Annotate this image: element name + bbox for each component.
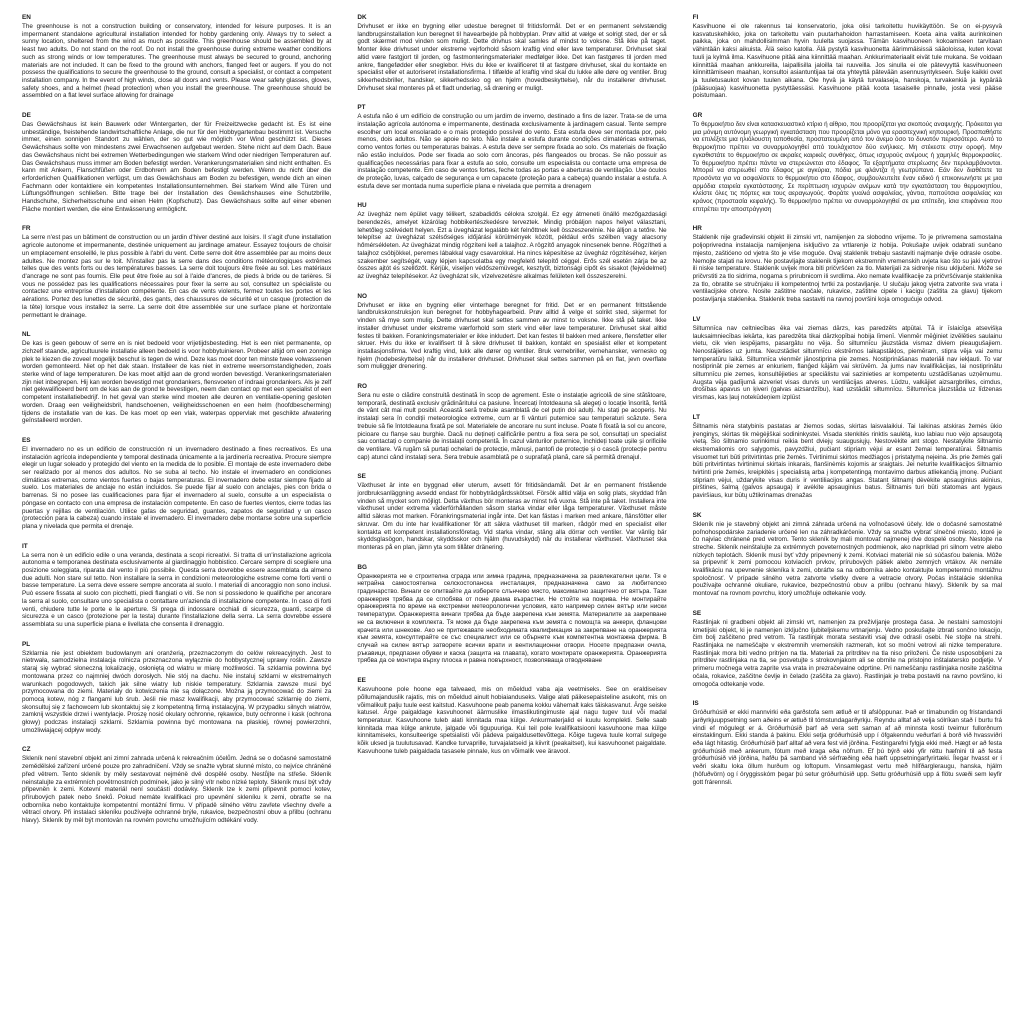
language-section	[22, 746, 331, 824]
safety-paragraph: Skleník nie je stavebný objekt ani zimná záhrada určená na voľnočasové účely. Ide o dočasné samostatné poľnohospodárske zariadenie určené len na záhradkárčenie. Vždy sa snažte vybrať slnečné miesto, ktoré je čo najviac chránené pred vetrom. Tento skleník by mali montovať najmenej dve dospelé osoby. Nestojte na streche. Skleník neinštalujte za extrémnych poveternostných podmienok, ako napríklad pri silnom vetre alebo nízkych teplotách. Skleník musí byť vždy pripevnený k zemi. Kotviaci materiál nie sú súčasťou balenia. Môže sa pripevniť k zemi pomocou kotviacich prvkov, prírubových pätiek alebo zemných vrtákov. Ak nemáte kvalifikáciu na upevnenie skleníka k zemi, obráťte sa na odborníka alebo kontaktujte kompetentnú montážnu spoločnosť. V prípade silného vetra zatvorte všetky dvere a vetracie otvory. Počas inštalácie skleníka používajte ochranné okuliare, rukavice, bezpečnostnú obuv a prilbu (ochranu hlavy). Skleník by sa mal montovať na rovnom povrchu, ktorý umožňuje odtekanie vody.	[692, 520, 1002, 598]
language-section	[357, 104, 666, 190]
column-middle	[357, 14, 666, 1014]
language-section	[22, 641, 331, 735]
language-code: NL	[22, 331, 31, 339]
language-code: SE	[357, 473, 366, 481]
safety-paragraph: Drivhuset er ikke en bygning eller vinterhage beregnet for fritid. Det er en permanent frittstående landbrukskonstruksjon kun beregnet for hobbyhagearbeid. Prøv alltid å velge et solrikt sted, skjermet for vinden så mye som mulig. Dette drivhuset skal settes sammen av minst to voksne. Ikke stå på taket. Ikke installer drivhuset under ekstreme værforhold som sterk vind eller lave temperaturer. Drivhuset skal alltid festes til bakken. Forankringsmaterialer er ikke inkludert. Det kan festes til bakken med ankere, flensføtter eller skruer. Hvis du ikke er kvalifisert til å sikre drivhuset til bakken, kontakt en spesialist eller et kompetent installasjonsfirma. Ved kraftig vind, lukk alle dører og ventiler. Bruk vernebriller, vernehansker, vernesko og hjelm (hodebeskyttelse) når du installerer drivhuset. Drivhuset skal settes sammen på en flat, jevn overflate som muliggjør drenering.	[357, 301, 667, 371]
safety-paragraph: Kasvihuone ei ole rakennus tai konservatorio, joka olisi tarkoitettu huvikäyttöön. Se on ei-pysyvä kasvatuskehikko, joka on tarkoitettu vain puutarhahoidon harrastamiseen. Koeta aina valita aurinkoinen paikka, joka on mahdollisimman hyvin tuulelta suojassa. Tämän kasvihuoneen kokoamiseen tarvitaan vähintään kaksi aikuista. Älä seiso katolla. Älä pystytä kasvihuonetta äärimmäisissä sääoloissa, kuten kovat tuuli ja kylmä ilma. Kasvihuone pitää aina kiinnittää maahan. Ankkurimateriaalit eivät tule mukana. Se voidaan kiinnittää maahan ankkureilla, laipallisilla jaloilla tai ruuveilla. Jos sinulla ei ole pätevyyttä kasvihuoneen kiinnittämiseen maahan, konsultoi asiantuntijaa tai ota yhteyttä pätevään asennusyritykseen. Sulje kaikki ovet ja tuuletusaukot kovan tuulen aikana. Ole hyvä ja käytä turvalaseja, hanskoja, turvakenkiä ja kypärää (pääsuojaa) kasvihuonetta pystyttäessäsi. Kasvihuone pitää koota tasaiselle pinnalle, josta vesi pääse poistumaan.	[692, 23, 1002, 100]
column-left	[22, 14, 331, 1014]
language-section	[22, 14, 331, 100]
safety-paragraph: Šiltnamis nėra statybinis pastatas ar žiemos sodas, skirtas laisvalaikiui. Tai laikinas atskiras žemės ūkio įrenginys, skirtas tik mėgėjiškai sodininkystei. Visada stenkitės rinktis saulėtą, kuo labiau nuo vėjo apsaugotą vietą. Šio šiltnamio surinkimui reikia bent dviejų suaugusiųjų. Nestovėkite ant stogo. Nestatykite šiltnamio ekstremaliomis oro sąlygomis, pavyzdžiui, pučiant stipriam vėjui ar esant žemai temperatūrai. Šiltnamis visuomet turi būti pritvirtintas prie žemės. Tvirtinimui skirtos medžiagos į pristatymą neįeina. Jis prie žemės gali būti pritvirtintas tvirtinimui skirtais inkarais, flanšinėmis kojomis ar sraigtais. Jei neturite kvalifikacijos šiltnamio tvirtinti prie žemės, kreipkitės į specialistą arba į kompetentingą montavimo darbus atliekančią įmonę. Pučiant stipriam vėjui, uždarykite visas duris ir ventiliacijos angas. Statant šiltnamį dėvėkite apsauginius akinius, pirštines, šalmą (galvos apsauga) ir avėkite apsauginius batus. Šiltnamis turi būti statomas ant lygaus paviršiaus, kur būtų užtikrinamas drenažas	[692, 422, 1002, 500]
safety-paragraph: Szklarnia nie jest obiektem budowlanym ani oranżerią, przeznaczonym do celów rekreacyjnych. Jest to nietrwała, samodzielna instalacja rolnicza przeznaczona wyłącznie do hobbystycznej uprawy roślin. Zawsze staraj się wybrać słoneczną lokalizację, osłoniętą od wiatru w miarę możliwości. Ta szklarnia powinna być montowana przez co najmniej dwóch dorosłych. Nie stój na dachu. Nie instaluj szklarni w ekstremalnych warunkach pogodowych, takich jak silne wiatry lub niskie temperatury. Szklarnia zawsze musi być przymocowana do ziemi. Materiały do kotwiczenia nie są dołączone. Można ją przymocować do ziemi za pomocą kotew, nóg z flangami lub śrub. Jeśli nie masz kwalifikacji, aby przymocować szklarnię do ziemi, skonsultuj się z fachowcem lub skontaktuj się z kompetentną firmą instalacyjną. W przypadku silnych wiatrów, zamknij wszystkie drzwi i wentylacje. Proszę nosić okulary ochronne, rękawice, buty ochronne i kask (ochrona głowy) podczas instalacji szklarni. Szklarnia powinna być montowana na płaskiej, równej powierzchni, umożliwiającej odpływ wody.	[22, 649, 332, 734]
language-code: IT	[22, 542, 28, 550]
safety-paragraph: Оранжерията не е строителна сграда или зимна градина, предназначена за развлекателни цели. Тя е нетрайна самостоятелна селскостопанска инсталация, предназначена само за любителско градинарство. Винаги се опитвайте да изберете слънчево място, максимално защитено от вятъра. Тази оранжерия трябва да се сглобява от поне двама възрастни. Не стойте на покрива. Не монтирайте оранжерията по време на екстремни метеорологични условия, като например силен вятър или ниски температури. Оранжерията винаги трябва да бъде закрепена към земята. Материалите за закрепване не са включени в комплекта. Тя може да бъде закрепена към земята с помощта на анкери, фланцови крачета или шнекове. Ако не притежавате необходимата квалификация за закрепване на оранжерията към земята, консултирайте се със специалист или се обърнете към компетентна монтажна фирма. В случай на силен вятър затворете всички врати и вентилационни отвори. Носете предпазни очила, ръкавици, предпазни обувки и каска (защита на главата), когато монтирате оранжерията. Оранжерията трябва да се монтира върху плоска и равна повърхност, позволяваща отводняване	[357, 572, 667, 665]
language-code: NO	[357, 292, 367, 300]
safety-paragraph: Gróðurhúsið er ekki mannvirki eða garðstofa sem ætluð er til afslöppunar. Það er tímabundin og fristandandi jarðyrkjuuppsetning sem aðeins er ætluð til tómstundagarðyrkju. Reyndu alltaf að velja sólríkan stað í burtu frá vindi ef mögulegt er á. Gróðurhúsið þarf að vera sett saman af að minnsta kosti tveimur fullorðnum einstaklingum. Ekki standa á þakinu. Ekki setja gróðurhúsið upp í öfgakenndu veðurfari á borð við hvassviðri eða lágt hitastig. Gróðurhúsið þarf alltaf að vera fest við jörðina. Festingarefni fylgja ekki með. Hægt er að festa gróðurhúsið með ankerum, fótum með kraga eða nöfrum. Ef þú býrð ekki yfir réttu hæfnini til að festa gróðurhúsið við jörðina, hafðu þá samband við sérfræðing eða hæft uppsetningarfyrirtæki. Ílegar hvasst er í veðri skaltu loka öllum hurðum og loftopum. Vinsamlegast vertu með hlífðargleraugu, hanska, hjálm (höfuðvörn) og í öryggisskóm þegar þú setur gróðurhúsið upp. Settu gróðurhúsið upp á flötu svæði sem leyfir gott frárennsli.	[692, 709, 1002, 786]
language-code: BG	[357, 563, 367, 571]
safety-paragraph: Staklenik nije građevinski objekt ili zimski vrt, namijenjen za slobodno vrijeme. To je privremena samostalna poljoprivredna instalacija namijenjena isključivo za vrtlarenje iz hobija. Pokušajte uvijek odabrati sunčano mjesto, zaštićeno od vjetra što je više moguće. Ovaj staklenik trebaju sastaviti najmanje dvije odrasle osobe. Nemojte stajati na krovu. Ne postavljajte staklenik tijekom ekstremnih vremenskih uvjeta kao što su jaki vjetrovi ili niske temperature. Staklenik uvijek mora biti pričvršćen za tlo. Materijali za sidrenje nisu uključeni. Može se pričvrstiti za tlo sidrima, nogama s prirubnicom ili svrdlima. Ako nemate kvalifikacije za pričvršćivanje staklenika za tlo, obratite se stručnjaku ili kompetentnoj tvrtki za postavljanje. U slučaju jakog vjetra zatvorite sva vrata i ventilacijske otvore. Nosite zaštitne naočale, rukavice, zaštitne cipele i kacigu (zaštita za glavu) tijekom postavljanja staklenika. Staklenik treba sastaviti na ravnoj površini koja omogućuje odvod.	[692, 234, 1002, 304]
language-section	[22, 437, 331, 531]
language-code: IS	[692, 700, 699, 708]
language-code: HR	[692, 225, 702, 233]
language-section	[22, 112, 331, 213]
language-section	[357, 383, 666, 461]
language-code: LT	[692, 413, 700, 421]
language-section	[357, 473, 666, 551]
safety-paragraph: Το θερμοκήπιο δεν είναι κατασκευαστικό κτίριο ή αίθριο, που προορίζεται για σκοπούς αναψυχής. Πρόκειται για μια μόνιμη αυτόνομη γεωργική εγκατάσταση που προορίζεται μόνο για ερασιτεχνική κηπουρική. Προσπαθήστε να επιλέξετε μια ηλιόλουστη τοποθεσία, προστατευμένη από τον άνεμο όσο το δυνατόν περισσότερο. Αυτό το θερμοκήπιο πρέπει να συναρμολογηθεί από τουλάχιστον δύο ενήλικες. Μη στέκεστε στην οροφή. Μην εγκαθιστάτε το θερμοκήπιο σε ακραίες καιρικές συνθήκες, όπως ισχυρούς ανέμους ή χαμηλές θερμοκρασίες. Το θερμοκήπιο πρέπει πάντα να στερεώνεται στο έδαφος. Τα εξαρτήματα στερέωσης δεν περιλαμβάνονται. Μπορεί να στερεωθεί στο έδαφος με αγκύρια, πόδια με φλάντζα ή γεωτρύπανα. Εάν δεν διαθέτετε τα προσόντα για να ασφαλίσετε το θερμοκήπιο στο έδαφος, συμβουλευτείτε έναν ειδικό ή επικοινωνήστε με μια αρμόδια εταιρεία εγκατάστασης. Σε περίπτωση ισχυρών ανέμων κατά την εγκατάσταση του θερμοκηπίου, κλείστε όλες τις πόρτες και τους αεραγωγούς. Φοράτε γυαλιά ασφαλείας, γάντια, παπούτσια ασφαλείας και κράνος (προστασία κεφαλής). Το θερμοκήπιο πρέπει να συναρμολογηθεί σε μια επίπεδη, ίσια επιφάνεια που επιτρέπει την αποστράγγιση	[692, 121, 1002, 213]
language-section	[693, 700, 1002, 786]
language-section	[693, 610, 1002, 688]
safety-paragraph: A estufa não é um edifício de construção ou um jardim de inverno, destinado a fins de lazer. Trata-se de uma instalação agrícola autónoma e impermanente, destinada exclusivamente à jardinagem casual. Tente sempre escolher um local ensolarado e o mais protegido possível do vento. Esta estufa deve ser montada por, pelo menos, dois adultos. Não se apoie no teto. Não instale a estufa durante condições climatéricas extremas, como ventos fortes ou temperaturas baixas. A estufa deve ser sempre fixada ao solo. Os materiais de fixação não estão incluídos. Pode ser fixada ao solo com âncoras, pés flangeados ou brocas. Se não possuir as qualificações necessárias para fixar a estufa ao solo, consulte um especialista ou contacte uma empresa de instalação competente. Em caso de ventos fortes, feche todas as portas e aberturas de ventilação. Use óculos de proteção, luvas, calçado de segurança e um capacete (proteção para a cabeça) quando instalar a estufa. A estufa deve ser montada numa superfície plana e nivelada que permita a drenagem	[357, 113, 667, 190]
language-section	[693, 512, 1002, 598]
safety-paragraph: Kasvuhoone pole hoone ega talveaed, mis on mõeldud vaba aja veetmiseks. See on eraldiseisev põllumajanduslik rajatis, mis on mõeldud ainult hobiaianduseks. Valige alati päikesepaisteline asukoht, mis on võimalikult palju tuule eest kaitstud. Kasvuhoone peab panema kokku vähemalt kaks täiskasvanut. Ärge seiske katusel. Ärge paigaldage kasvuhoonet äärmuslike ilmastikutingimuste ajal nagu tugev tuul või madal temperatuur. Kasvuhoone tuleb alati kinnitada maa külge. Ankurmaterjalid ei kuulu komplekti. Selle saab kinnitada maa külge ankrute, jalgade või tigupuuriga. Kui teil pole kvalifikatsiooni kasvuhoone maa külge kinnitamiseks, konsulteerige spetsialisti või pädeva paigaldusettevõttega. Kõige tugeva tuule korral sulgege kõik uksed ja tuulutusavad. Kandke turvaprille, turvajalatseid ja kiivrit (peakaitset), kui kasvuhoonet paigaldate. Kasvuhoone tuleb paigaldada tasasele pinnale, kus on võimalik vee äravool.	[357, 686, 667, 755]
language-section	[693, 225, 1002, 303]
safety-paragraph: Sera nu este o clădire construită destinată în scop de agrement. Este o instalație agricolă de sine stătătoare, temporară, destinată exclusiv grădinăritului ca pasiune. Încercați întotdeauna să alegeți o locație însorită, ferită de vânt cât mai mult posibil. Această seră trebuie asamblată de cel puțin doi adulți. Nu stați pe acoperiș. Nu instalați sera în condiții meteorologice extreme, cum ar fi vânturi puternice sau temperaturi scăzute. Sera trebuie să fie întotdeauna fixată pe sol. Materialele de ancorare nu sunt incluse. Poate fi fixată la sol cu ancore, picioare cu flanșe sau burghie. Dacă nu dețineți calificările pentru a fixa sera pe sol, consultați un specialist sau contactați o companie de instalații competentă. În cazul vânturilor puternice, închideți toate ușile și orificiile de ventilare. Vă rugăm să purtați ochelari de protecție, mănuși, pantofi de protecție și o cască (protecție pentru cap) atunci când instalați sera. Sera trebuie asamblată pe o suprafață plană, care să permită drenajul.	[357, 392, 667, 461]
safety-paragraph: Växthuset är inte en byggnad eller uterum, avsett för fritidsändamål. Det är en permanent fristående jordbruksanläggning avsedd endast för hobbyträdgårdsskötsel. Försök alltid välja en solig plats, skyddad från vinden så mycket som möjligt. Detta växthus bör monteras av minst två vuxna. Stå inte på taket. Installera inte växthuset under extrema väderförhållanden såsom starka vindar eller låga temperaturer. Växthuset måste alltid säkras mot marken. Förankringsmaterial ingår inte. Det kan fästas i marken med ankare, flänsfötter eller skruvar. Om du inte har kvalifikationer för att säkra växthuset till marken, rådgör med en specialist eller kontakta ett kompetent installationsföretag. Vid starka vindar, stäng alla dörrar och ventiler. Var vänlig bär skyddsglasögon, handskar, skyddsskor och hjälm (huvudskydd) när du installerar växthuset. Växthuset ska monteras på en plan, jämn yta som tillåter dränering.	[357, 482, 667, 551]
safety-paragraph: Drivhuset er ikke en bygning eller udestue beregnet til fritidsformål. Det er en permanent selvstændig landbrugsinstallation kun beregnet til havearbejde på hobbyplan. Prøv altid at vælge et solrigt sted, der er så godt skærmet mod vinden som muligt. Dette drivhus skal samles af mindst to voksne. Stå ikke på taget. Monter ikke drivhuset under ekstreme vejrforhold såsom kraftig vind eller lave temperaturer. Drivhuset skal altid være fastgjort til jorden, og fastmonteringsmaterialer medfølger ikke. Det kan fastgøres til jorden med ankre, flangefødder eller sneglebor. Hvis du ikke er kvalificeret til at fastgøre drivhuset, skal du kontakte en specialist eller et autoriseret installationsfirma. I tilfælde af kraftig vind skal du lukke alle døre og ventiler. Brug sikkerhedsbriller, handsker, sikkerhedssko og en hjelm (hovedbeskyttelse), når du installerer drivhuset. Drivhuset skal monteres på et fladt underlag, så dræning er muligt.	[357, 23, 667, 92]
language-code: PL	[22, 640, 31, 648]
language-section	[357, 293, 666, 371]
language-code: HU	[357, 202, 367, 210]
language-code: CZ	[22, 746, 31, 754]
language-code: DK	[357, 14, 367, 21]
safety-paragraph: Skleník není stavební objekt ani zimní zahrada určená k rekreačním účelům. Jedná se o dočasné samostatně zemědělské zařízení určené pouze pro zahradničení. Vždy se snažte vybrat slunné místo, co nejvíce chráněné před větrem. Tento skleník by měly sestavovat nejméně dvě dospělé osoby. Nestůjte na střeše. Skleník neinstalujte za extrémních povětrnostních podmínek, jako je silný vítr nebo nízké teploty. Skleník musí být vždy připevněn k zemi. Kotevní materiál není součástí dodávky. Skleník lze k zemi připevnit pomocí kotev, přírubových patek nebo šneků. Pokud nemáte kvalifikaci pro upevnění skleníku k zemi, obraťte se na odborníka nebo kontaktujte kompetentní montážní firmu. V případě silného větru zavřete všechny dveře a větrací otvory. Při instalaci skleníku používejte ochranné brýle, rukavice, bezpečnostní obuv a přilbu (ochranu hlavy). Skleník by měl být montován na rovném povrchu umožňujícím odtékání vody.	[22, 755, 332, 825]
column-right	[693, 14, 1002, 1014]
language-section	[357, 677, 666, 755]
language-code: FI	[692, 14, 699, 21]
manual-page	[22, 14, 1002, 1014]
language-section	[693, 316, 1002, 402]
language-section	[693, 414, 1002, 500]
safety-paragraph: Siltumnīca nav celtniecības ēka vai ziemas dārzs, kas paredzēts atpūtai. Tā ir īslaicīga atsevišķa lauksaimniecības iekārta, kas paredzēta tikai dārzkopībai hobija līmenī. Vienmēr mēģiniet izvēlēties saulainu vietu, cik vien iespējams, pasargātu no vēja. Šo siltumnīcu jāuzstāda vismaz diviem pieaugušajiem. Nenostājieties uz jumta. Neuzstādiet siltumnīcu ekstrēmos laikapstākļos, piemēram, stipra vēja vai zemu temperatūru laikā. Siltumnīca vienmēr jānostiprina pie zemes. Nostiprināšanas materiāli nav iekļauti. To var nostiprināt pie zemes ar enkuriem, flanģed kājām vai skrūvēm. Ja jums nav kvalifikācijas, lai nostiprinātu siltumnīcu pie zemes, konsultējieties ar speciālistu vai sazinieties ar kompetentu uzstādīšanas uzņēmumu. Augsta vēja gadījumā aizveriet visas durvis un ventilācijas atveres. Lūdzu, valkājiet aizsargbrilles, cimdus, drošības apavus un ķiveri (galvas aizsardzību), kad uzstādāt siltumnīcu. Siltumnīca jāuzstāda uz līdzenas virsmas, kas ļauj notekūdeņiem izplūst	[692, 324, 1002, 402]
language-code: SK	[692, 511, 702, 519]
language-section	[693, 112, 1002, 213]
language-section	[357, 202, 666, 280]
language-code: FR	[22, 225, 31, 233]
language-code: LV	[692, 315, 701, 323]
language-section	[357, 14, 666, 92]
language-code: PT	[357, 104, 366, 112]
safety-paragraph: The greenhouse is not a construction building or conservatory, intended for leisure purposes. It is an impermanent standalone agricultural installation intended for hobby gardening only. Always try to select a sunny location, sheltered from the wind as much as possible. This greenhouse should be assembled by at least two adults. Do not stand on the roof. Do not install the greenhouse during extreme weather conditions such as strong winds or low temperatures. The greenhouse must always be secured to ground, anchoring materials are not included. It can be fixed to the ground with anchors, flanged feet or augers. If you do not possess the qualifications to secure the greenhouse to the ground, consult a specialist, or contact a competent installation company. In the event of high winds, close all doors and vents. Please wear safety glasses, gloves, safety shoes, and a helmet (head protection) when you install the greenhouse. The greenhouse should be assembled on a flat level surface allowing for drainage	[22, 23, 332, 100]
safety-paragraph: De kas is geen gebouw of serre en is niet bedoeld voor vrijetijdsbesteding. Het is een niet permanente, op zichzelf staande, agricultuurele installatie alleen bedoeld is voor hobbytuinieren. Probeer altijd om een zonnige plek te kiezen die zoveel mogelijk beschut is tegen de wind. Deze kas moet door ten minste twee volwassenen worden gemonteerd. Niet op het dak staan. Installeer de kas niet in extreme weersomstandigheden, zoals sterke wind of lage temperaturen. De kas moet altijd aan de grond worden bevestigd. Verankeringsmaterialen zijn niet inbegrepen. Hij kan worden bevestigd met grondankers, flensvoeten of indraai grondankers. Als je zelf niet gekwalificeerd bent om de kas aan de grond te bevestigen, neem dan contact op met een specialist of een competent installatiebedrijf. In het geval van sterke wind moeten alle deuren en ventilatie-opening gesloten worden. Draag een veiligheidsbril, handschoenen, veiligheidsschoenen en een helm (hoofdbescherming) tijdens de installatie van de kas. De kas moet op een vlak, waterpas oppervlak met geschikte afwatering geïnstalleerd worden.	[22, 340, 332, 425]
language-code: SE	[692, 609, 702, 617]
safety-paragraph: Rastlinjak ni gradbeni objekt ali zimski vrt, namenjen za preživljanje prostega časa. Je nestalni samostojni kmetijski objekt, ki je namenjen izključno ljubiteljskemu vrtnarjenju. Vedno poskušajte izbrati sončno lokacijo, čim bolj zaščiteno pred vetrom. Ta rastlinjak morata sestaviti vsaj dve odrasli osebi. Ne stojte na strehi. Rastlinjaka ne nameščajte v ekstremnih vremenskih razmerah, kot so močni vetrovi ali nizke temperature. Rastlinjak mora biti vedno pritrjen na tla. Materiali za pritrditev na tla niso priloženi. Če niste usposobljeni za pritrditev rastlinjaka na tla, se posvetujte s strokovnjakom ali se obrnite na pristojno inštalatersko podjetje. V primeru močnega vetra zaprite vsa vrata in prezračevalne odprtine. Pri nameščanju rastlinjaka nosite zaščitna očala, rokavice, zaščitne čevlje in čelado (zaščita za glavo). Rastlinjak je treba postaviti na ravno površino, ki omogoča odtekanje vode.	[692, 618, 1002, 688]
language-section	[357, 564, 666, 665]
language-section	[693, 14, 1002, 100]
language-section	[22, 543, 331, 629]
language-code: DE	[22, 112, 31, 120]
language-code: GR	[692, 112, 703, 120]
language-section	[22, 331, 331, 425]
safety-paragraph: Az üvegház nem épület vagy télikert, szabadidős célokra szolgál. Ez egy átmeneti önálló mezőgazdasági berendezés, amelyet kizárólag hobbikertészkedésre terveztek. Mindig próbáljon napos helyet választani, lehetőleg szélvédett helyen. Ezt a üvegházat legalább két felnőttnek kell összeszerelnie. Ne álljon a tetőre. Ne telepítse az üvegházat szélsőséges időjárási körülmények között, például erős szélben vagy alacsony hőmérsékleten. Az üvegházat mindig rögzíteni kell a talajhoz. A rögzítő anyagok nincsenek benne. Rögzítheti a talajhoz csöbjökkel, peremes lábakkal vagy csavarokkal. Ha nincs képesítése az üvegház rögzítéséhez, kérjen szakember segítségét, vagy lépjen kapcsolatba egy megfelelő telepítő céggel. Erős szél esetén zárja be az összes ajtót és szellőzőt. Kérjük, viseljen védőszemüveget, kesztyűt, biztonsági cipőt és sisakot (fejvédelmet) az üvegház telepítésekor. Az üvegházat sík, vízelvezetésre alkalmas felületen kell összeszerelni.	[357, 211, 667, 280]
language-section	[22, 225, 331, 319]
safety-paragraph: La serre n'est pas un bâtiment de construction ou un jardin d'hiver destiné aux loisirs. Il s'agit d'une installation agricole autonome et impermanente, destinée uniquement au jardinage amateur. Essayez toujours de choisir un emplacement ensoleillé, le plus possible à l'abri du vent. Cette serre doit être assemblée par au moins deux adultes. Ne montez pas sur le toit. N'installez pas la serre dans des conditions météorologiques extrêmes telles que des vents forts ou des températures basses. La serre doit toujours être fixée au sol. Les matériaux d'ancrage ne sont pas fournis. Elle peut être fixée au sol à l'aide d'ancres, de pieds à bride ou de tarières. Si vous ne possédez pas les qualifications nécessaires pour fixer la serre au sol, consultez un spécialiste ou contactez une entreprise d'installation compétente. En cas de vents violents, fermez toutes les portes et les aérations. Portez des lunettes de sécurité, des gants, des chaussures de sécurité et un casque (protection de la tête) lorsque vous installez la serre. La serre doit être assemblée sur une surface plane et horizontale permettant le drainage.	[22, 234, 332, 319]
safety-paragraph: La serra non è un edificio edile o una veranda, destinata a scopi ricreativi. Si tratta di un'installazione agricola autonoma e temporanea destinata esclusivamente al giardinaggio hobbistico. Cercare sempre di scegliere una posizione soleggiata, riparata dal vento il più possibile. Questa serra dovrebbe essere assemblata da almeno due adulti. Non stare sul tetto. Non installare la serra in condizioni meteorologiche estreme come forti venti o basse temperature. La serra deve essere sempre ancorata al suolo. I materiali di ancoraggio non sono inclusi. Può essere fissata al suolo con picchetti, piedi flangiati o viti. Se non si possiedono le qualifiche per ancorare la serra al suolo, consultare uno specialista o contattare un'azienda di installazione competente. In caso di forti venti, chiudere tutte le porte e le aperture. Si prega di indossare occhiali di sicurezza, guanti, scarpe di sicurezza e un casco (protezione per la testa) durante l'installazione della serra. La serra dovrebbe essere assemblata su una superficie piana e livellata che consenta il drenaggio.	[22, 551, 332, 628]
safety-paragraph: El invernadero no es un edificio de construcción ni un invernadero destinado a fines recreativos. Es una instalación agrícola independiente y temporal destinada únicamente a la jardinería recreativa. Procure siempre elegir un lugar soleado y protegido del viento en la medida de lo posible. El montaje de este invernadero debe ser realizado por al menos dos adultos. No se suba al techo. No instale el invernadero en condiciones climáticas extremas, como vientos fuertes o bajas temperaturas. El invernadero debe estar siempre fijado al suelo. Los materiales de anclaje no están incluidos. Se puede fijar al suelo con anclajes, pies con brida o barrenas. Si no posee las cualificaciones para fijar el invernadero al suelo, consulte a un especialista o póngase en contacto con una empresa de instalación competente. En caso de fuertes vientos, cierre todas las puertas y rejillas de ventilación. Utilice gafas de seguridad, guantes, zapatos de seguridad y un casco (protección para la cabeza) cuando instale el invernadero. El invernadero debe montarse sobre una superficie plana y nivelada que permita el drenaje.	[22, 445, 332, 530]
language-code: EN	[22, 14, 31, 21]
safety-paragraph: Das Gewächshaus ist kein Bauwerk oder Wintergarten, der für Freizeitzwecke gedacht ist. Es ist eine unbeständige, freistehende landwirtschaftliche Anlage, die nur für den Hobbygartenbau bestimmt ist. Versuche immer, einen sonnigen Standort zu wählen, der so gut wie möglich vor Wind geschützt ist. Dieses Gewächshaus sollte von mindestens zwei Erwachsenen aufgebaut werden. Stehe nicht auf dem Dach. Baue das Gewächshaus nicht bei extremen Wetterbedingungen wie starkem Wind oder niedrigen Temperaturen auf. Das Gewächshaus muss immer am Boden befestigt werden. Verankerungsmaterialien sind nicht enthalten. Es kann mit Ankern, Flanschfüßen oder Erdbohrern am Boden befestigt werden. Wenn du nicht über die erforderlichen Qualifikationen verfügst, um das Gewächshaus am Boden zu befestigen, wende dich an einen Fachmann oder kontaktiere ein kompetentes Installationsunternehmen. Bei starkem Wind alle Türen und Lüftungsöffnungen schließen. Bitte trage bei der Installation des Gewächshauses eine Schutzbrille, Handschuhe, Sicherheitsschuhe und einen Helm (Kopfschutz). Das Gewächshaus sollte auf einer ebenen Fläche montiert werden, die eine Entwässerung ermöglicht.	[22, 121, 332, 213]
language-code: EE	[357, 677, 366, 685]
language-code: RO	[357, 383, 367, 391]
language-code: ES	[22, 436, 31, 444]
